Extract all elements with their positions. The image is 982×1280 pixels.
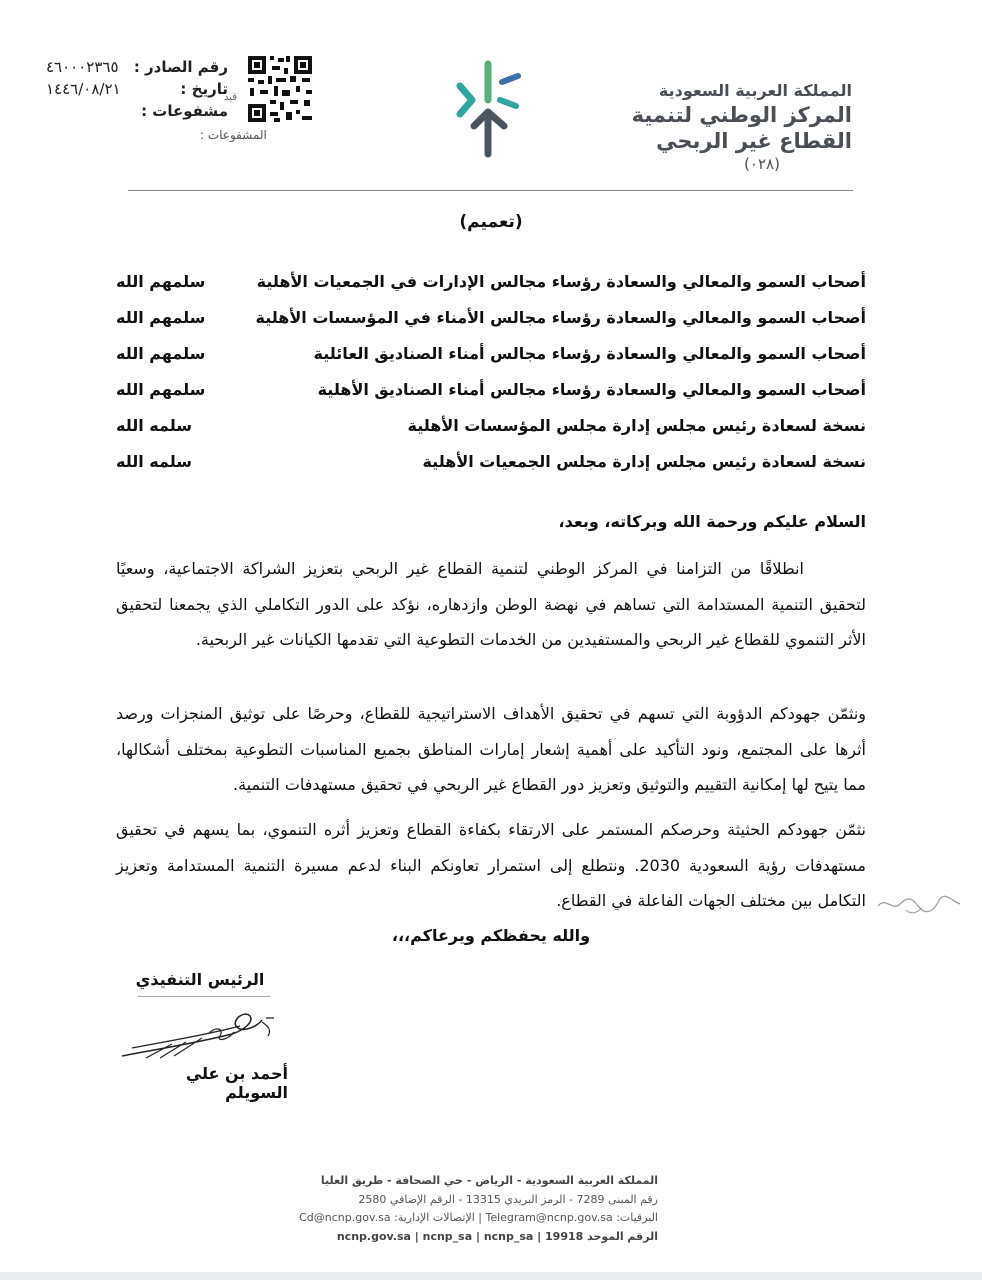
ncnp-logo-icon <box>446 56 526 166</box>
footer-contact <box>299 1172 658 1246</box>
addressee-row <box>116 380 866 410</box>
reference-attachments-row <box>28 100 238 122</box>
addressee-greeting: سلمه الله <box>116 452 192 471</box>
org-line-center: المركز الوطني لتنمية <box>631 103 852 127</box>
reference-number-value: ٤٦٠٠٠٢٣٦٥ <box>46 58 119 76</box>
addressee-greeting: سلمهم الله <box>116 344 206 363</box>
addressee-text: أصحاب السمو والمعالي والسعادة رؤساء مجالس الأمناء في المؤسسات الأهلية <box>255 308 866 327</box>
reference-date-label: تاريخ : <box>180 80 228 98</box>
reference-block <box>28 56 238 122</box>
reference-side-tag: قيد <box>224 92 238 103</box>
addressee-greeting: سلمهم الله <box>116 272 206 291</box>
paragraph-text: نثمّن جهودكم الحثيثة وحرصكم المستمر على الارتقاء بكفاءة القطاع وتعزيز أثره التنموي، بما يسهم في تحقيق مستهدفات رؤية السعودية 2030. ونتطلع إلى استمرار تعاونكم البناء لدعم مسيرة التنمية المستدامة وتعزيز التكامل بين مختلف الجهات الفاعلة في القطاع. <box>116 820 867 910</box>
reference-date-row <box>28 78 238 100</box>
addressee-row <box>116 344 866 374</box>
paragraph-text: انطلاقًا من التزامنا في المركز الوطني لتنمية القطاع غير الربحي بتعزيز الشراكة الاجتماعية، وسعيًا لتحقيق التنمية المستدامة التي تساهم في نهضة الوطن وازدهاره، نؤكد على الدور التكاملي الذي يجمعنا لتحقيق الأثر التنموي للقطاع غير الربحي والمستفيدين من الخدمات التطوعية التي تقدمها الكيانات غير الربحية. <box>116 559 866 649</box>
addressee-text: أصحاب السمو والمعالي والسعادة رؤساء مجالس أمناء الصناديق الأهلية <box>317 380 866 399</box>
paragraph-text: ونثمّن جهودكم الدؤوبة التي تسهم في تحقيق الأهداف الاستراتيجية للقطاع، وحرصًا على توثيق المنجزات ورصد أثرها على المجتمع، ونود التأكيد على أهمية إشعار إمارات المناطق بجميع المناسبات التطوعية بمختلف أشكالها، مما يتيح لها إمكانية التقييم والتوثيق وتعزيز دور القطاع غير الربحي في تحقيق مستهدفات التنمية. <box>116 704 866 794</box>
bottom-edge-bar <box>0 1272 982 1280</box>
attachments-sub-label: المشفوعات : <box>200 128 267 142</box>
body-paragraph-1 <box>116 551 866 658</box>
salutation: السلام عليكم ورحمة الله وبركاته، وبعد، <box>558 512 866 531</box>
addressee-text: نسخة لسعادة رئيس مجلس إدارة مجلس الجمعيات الأهلية <box>422 452 866 471</box>
reference-date-value: ١٤٤٦/٠٨/٢١ <box>46 80 121 98</box>
addressee-row <box>116 452 866 482</box>
reference-number-row <box>28 56 238 78</box>
org-line-sector: القطاع غير الربحي <box>656 129 852 153</box>
addressee-greeting: سلمهم الله <box>116 308 206 327</box>
closing-line: والله يحفظكم ويرعاكم،،، <box>391 926 591 945</box>
addressee-row <box>116 416 866 446</box>
org-line-kingdom: المملكة العربية السعودية <box>658 81 852 100</box>
addressee-greeting: سلمه الله <box>116 416 192 435</box>
signatory-name: أحمد بن علي السويلم <box>185 1064 288 1102</box>
reference-number-label: رقم الصادر : <box>133 58 228 76</box>
addressee-text: نسخة لسعادة رئيس مجلس إدارة مجلس المؤسسات الأهلية <box>407 416 866 435</box>
body-paragraph-2 <box>116 696 866 803</box>
addressee-row <box>116 308 866 338</box>
signatory-title-underline <box>138 996 270 997</box>
letter-title: (تعميم) <box>459 212 523 232</box>
organization-name <box>592 80 852 174</box>
addressee-row <box>116 272 866 302</box>
qr-code-icon[interactable] <box>246 54 316 126</box>
addressee-greeting: سلمهم الله <box>116 380 206 399</box>
header-divider <box>128 190 853 191</box>
body-paragraph-3 <box>116 812 866 919</box>
footer-address: المملكة العربية السعودية - الرياض - حي الصحافة - طريق العليا <box>320 1174 658 1187</box>
reference-attachments-label: مشفوعات : <box>141 102 228 120</box>
footer-social: الرقم الموحد 19918 | ncnp.gov.sa | ncnp_sa | ncnp_sa <box>336 1229 658 1243</box>
footer-building: رقم المبنى 7289 - الرمز البريدي 13315 - الرقم الإضافي 2580 <box>358 1192 658 1206</box>
handwritten-signature <box>112 1004 282 1066</box>
addressee-text: أصحاب السمو والمعالي والسعادة رؤساء مجالس أمناء الصناديق العائلية <box>313 344 866 363</box>
signatory-title: الرئيس التنفيذي <box>135 970 265 989</box>
footer-contacts: البرقيات: Telegram@ncnp.gov.sa | الإتصالات الإدارية: Cd@ncnp.gov.sa <box>299 1211 658 1224</box>
addressee-text: أصحاب السمو والمعالي والسعادة رؤساء مجالس الإدارات في الجمعيات الأهلية <box>256 272 866 291</box>
margin-initials-scribble <box>876 892 962 920</box>
org-line-code: (٠٢٨) <box>744 155 780 173</box>
